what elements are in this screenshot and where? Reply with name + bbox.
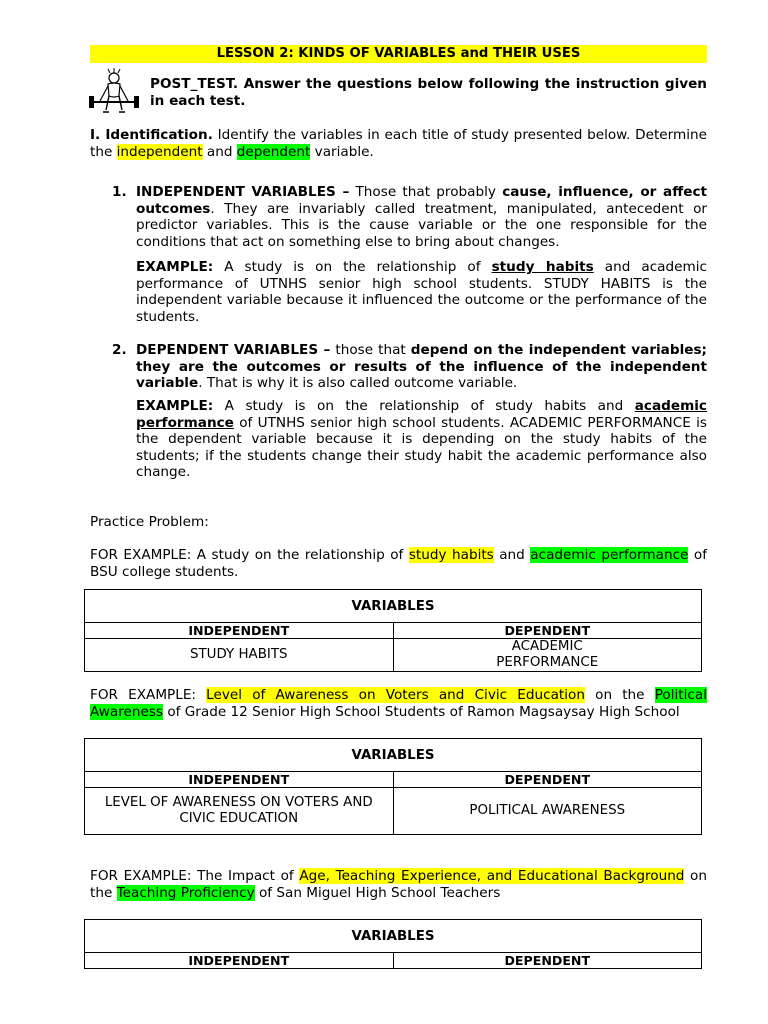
independent-highlight: Age, Teaching Experience, and Educational Background (299, 868, 685, 884)
post-test-label: POST_TEST. (150, 76, 239, 92)
dependent-header: DEPENDENT (393, 772, 702, 788)
variables-table (84, 738, 702, 835)
identification-text: Identify the variables in each title of study presented below. Determine the (90, 127, 707, 160)
example-underline: academic performance (136, 398, 707, 431)
dependent-header: DEPENDENT (393, 953, 702, 969)
independent-header: INDEPENDENT (85, 623, 394, 639)
example-prefix: FOR EXAMPLE: (90, 687, 207, 703)
dependent-example (136, 398, 707, 481)
identification-instruction (90, 127, 707, 161)
example-text: A study is on the relationship of (213, 259, 492, 275)
variables-table (84, 919, 702, 969)
dependent-highlight: Teaching Proficiency (116, 885, 255, 901)
independent-highlight: Level of Awareness on Voters and Civic Education (206, 687, 585, 703)
post-test-instruction (150, 76, 707, 110)
independent-highlight: independent (116, 144, 203, 160)
example-mid: on the (90, 868, 707, 901)
example-mid: on the (584, 687, 655, 703)
table-caption: VARIABLES (85, 739, 702, 772)
lesson-title: LESSON 2: KINDS OF VARIABLES and THEIR USES (90, 45, 707, 63)
definition-bold: depend on the independent variables; they are the outcomes or results of the influence of the independent variable (136, 342, 707, 391)
example-sentence (90, 547, 707, 581)
example-suffix: of Grade 12 Senior High School Students of Ramon Magsaysay High School (163, 704, 680, 720)
dependent-highlight: dependent (236, 144, 311, 160)
independent-header: INDEPENDENT (85, 953, 394, 969)
example-underline: study habits (491, 259, 594, 275)
item-number: 2. (112, 342, 127, 358)
example-text: of UTNHS senior high school students. ACADEMIC PERFORMANCE is the dependent variable because it is depending on the study habits of the students; if the students change their study habit the academic performance also change. (136, 414, 707, 480)
variables-table (84, 589, 702, 672)
table-caption: VARIABLES (85, 590, 702, 623)
example-prefix: FOR EXAMPLE: A study on the relationship of (90, 547, 409, 563)
independent-variables-definition (136, 184, 707, 250)
practice-problem-label: Practice Problem: (90, 514, 209, 530)
post-test-text: Answer the questions below following the instruction given in each test. (150, 76, 707, 109)
dependent-cell: ACADEMIC PERFORMANCE (393, 639, 702, 672)
example-sentence (90, 687, 707, 721)
independent-cell: LEVEL OF AWARENESS ON VOTERS AND CIVIC EDUCATION (85, 788, 394, 835)
dependent-highlight: academic performance (530, 547, 689, 563)
dependent-cell: POLITICAL AWARENESS (393, 788, 702, 835)
example-prefix: FOR EXAMPLE: The Impact of (90, 868, 300, 884)
table-caption: VARIABLES (85, 920, 702, 953)
item-number: 1. (112, 184, 127, 200)
dependent-header: DEPENDENT (393, 623, 702, 639)
example-label: EXAMPLE: (136, 398, 214, 414)
dependent-highlight: Political Awareness (90, 687, 707, 720)
example-suffix: of BSU college students. (90, 547, 708, 580)
example-mid: and (493, 547, 531, 563)
example-label: EXAMPLE: (136, 259, 214, 275)
definition-text: those that (330, 342, 411, 358)
definition-text: . That is why it is also called outcome variable. (198, 375, 518, 391)
identification-and: and (202, 144, 237, 160)
independent-example (136, 259, 707, 325)
independent-header: INDEPENDENT (85, 772, 394, 788)
definition-text: Those that probably (349, 184, 503, 200)
independent-cell: STUDY HABITS (85, 639, 394, 672)
example-sentence (90, 868, 707, 902)
identification-text-end: variable. (310, 144, 374, 160)
weightlifter-icon (88, 68, 140, 116)
identification-label: I. Identification. (90, 127, 213, 143)
definition-term: INDEPENDENT VARIABLES – (136, 184, 350, 200)
definition-text: . They are invariably called treatment, manipulated, antecedent or predictor variables. This is the cause variable or the one responsible for the conditions that act on something else to bring about changes. (136, 200, 707, 250)
example-text: A study is on the relationship of study habits and (213, 398, 635, 414)
example-text: and academic performance of UTNHS senior high school students. STUDY HABITS is the independent variable because it influenced the outcome or the performance of the students. (136, 259, 707, 325)
definition-bold: cause, influence, or affect outcomes (136, 184, 708, 217)
independent-highlight: study habits (408, 547, 494, 563)
dependent-variables-definition (136, 342, 707, 392)
definition-term: DEPENDENT VARIABLES – (136, 342, 331, 358)
example-suffix: of San Miguel High School Teachers (254, 885, 501, 901)
